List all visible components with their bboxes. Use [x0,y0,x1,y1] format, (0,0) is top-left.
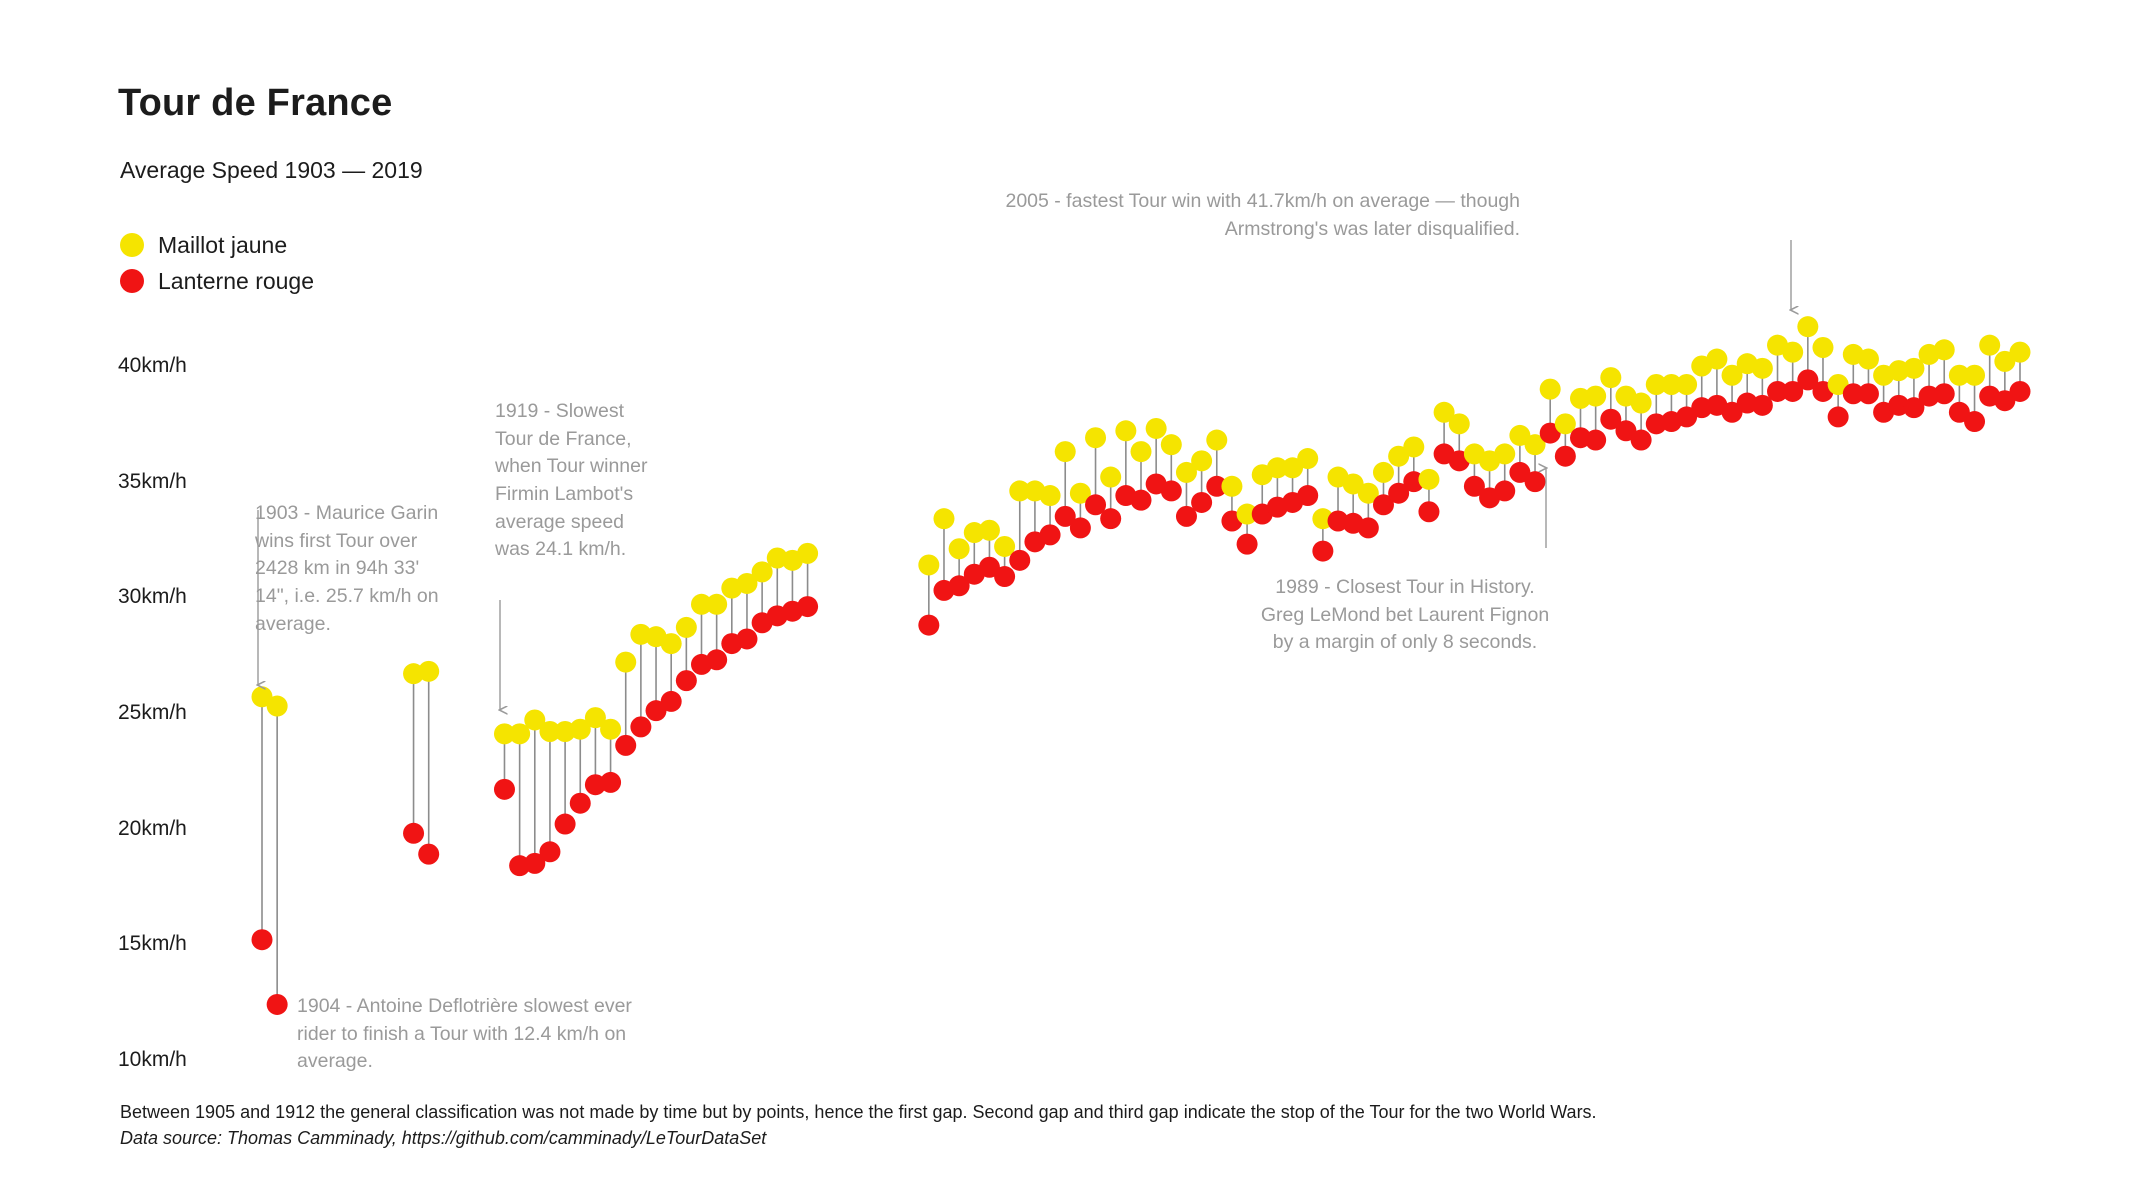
maillot-jaune-point[interactable] [1858,349,1879,370]
maillot-jaune-point[interactable] [1206,430,1227,451]
legend-label: Lanterne rouge [158,267,315,294]
lanterne-rouge-point[interactable] [615,735,636,756]
y-tick-label: 10km/h [118,1048,187,1071]
maillot-jaune-point[interactable] [949,538,970,559]
lanterne-rouge-point[interactable] [1858,383,1879,404]
lanterne-rouge-point[interactable] [1131,490,1152,511]
lanterne-rouge-point[interactable] [252,929,273,950]
maillot-jaune-point[interactable] [1449,413,1470,434]
lanterne-rouge-point[interactable] [403,823,424,844]
lanterne-rouge-point[interactable] [1358,517,1379,538]
maillot-jaune-point[interactable] [1085,427,1106,448]
maillot-jaune-point[interactable] [918,554,939,575]
lanterne-rouge-point[interactable] [706,649,727,670]
maillot-jaune-point[interactable] [418,661,439,682]
maillot-jaune-point[interactable] [1055,441,1076,462]
maillot-jaune-point[interactable] [600,719,621,740]
ann-1904: 1904 - Antoine Deflotrière slowest ever rider to finish a Tour with 12.4 km/h on average. [297,995,632,1073]
lanterne-rouge-point[interactable] [1418,501,1439,522]
lanterne-rouge-point[interactable] [267,994,288,1015]
lanterne-rouge-point[interactable] [494,779,515,800]
maillot-jaune-point[interactable] [979,520,1000,541]
maillot-jaune-point[interactable] [1964,365,1985,386]
lanterne-rouge-point[interactable] [1161,480,1182,501]
ann-2005: 2005 - fastest Tour win with 41.7km/h on average — though Armstrong's was later disqualified. [1005,190,1520,240]
maillot-jaune-point[interactable] [267,696,288,717]
lanterne-rouge-point[interactable] [1934,383,1955,404]
lanterne-rouge-point[interactable] [1631,430,1652,451]
maillot-jaune-point[interactable] [1418,469,1439,490]
maillot-jaune-point[interactable] [1676,374,1697,395]
maillot-jaune-point[interactable] [1812,337,1833,358]
lanterne-rouge-point[interactable] [418,844,439,865]
maillot-jaune-point[interactable] [1752,358,1773,379]
maillot-jaune-point[interactable] [1585,386,1606,407]
maillot-jaune-point[interactable] [1161,434,1182,455]
y-tick-label: 40km/h [118,354,187,377]
lanterne-rouge-point[interactable] [918,615,939,636]
maillot-jaune-point[interactable] [1494,443,1515,464]
page-title: Tour de France [118,82,393,124]
lanterne-rouge-point[interactable] [676,670,697,691]
maillot-jaune-point[interactable] [933,508,954,529]
maillot-jaune-point[interactable] [1934,339,1955,360]
lanterne-rouge-point[interactable] [797,596,818,617]
lanterne-rouge-point[interactable] [1237,534,1258,555]
lanterne-rouge-point[interactable] [2010,381,2031,402]
footnote-note: Between 1905 and 1912 the general classification was not made by time but by points, hence the first gap. Second gap and third gap indicate the stop of the Tour for the two World Wars. [120,1102,1597,1122]
lanterne-rouge-point[interactable] [600,772,621,793]
lanterne-rouge-point[interactable] [1009,550,1030,571]
ann-1919: 1919 - Slowest Tour de France, when Tour winner Firmin Lambot's average speed was 24.1 km/h. [495,400,648,561]
y-tick-label: 15km/h [118,932,187,956]
maillot-jaune-point[interactable] [1146,418,1167,439]
lanterne-rouge-point[interactable] [1100,508,1121,529]
maillot-jaune-point[interactable] [1040,485,1061,506]
lanterne-rouge-point[interactable] [1525,471,1546,492]
maillot-jaune-point[interactable] [1706,349,1727,370]
lanterne-rouge-point[interactable] [555,814,576,835]
ann-1903: 1903 - Maurice Garin wins first Tour over 2428 km in 94h 33' 14", i.e. 25.7 km/h on average. [255,502,439,635]
maillot-jaune-point[interactable] [1191,450,1212,471]
lanterne-rouge-point[interactable] [1191,492,1212,513]
lanterne-rouge-point[interactable] [994,566,1015,587]
maillot-jaune-point[interactable] [2010,342,2031,363]
lanterne-rouge-point[interactable] [1494,480,1515,501]
lanterne-rouge-point[interactable] [1070,517,1091,538]
maillot-jaune-point[interactable] [676,617,697,638]
lanterne-rouge-point[interactable] [1964,411,1985,432]
lanterne-rouge-point[interactable] [1040,524,1061,545]
ann-1989: 1989 - Closest Tour in History. Greg LeMond bet Laurent Fignon by a margin of only 8 seconds. [1260,576,1550,654]
lanterne-rouge-point[interactable] [1312,541,1333,562]
maillot-jaune-point[interactable] [615,652,636,673]
lanterne-rouge-point[interactable] [570,793,591,814]
maillot-jaune-point[interactable] [797,543,818,564]
maillot-jaune-point[interactable] [706,594,727,615]
lanterne-rouge-point[interactable] [661,691,682,712]
lanterne-rouge-point[interactable] [736,628,757,649]
maillot-jaune-point[interactable] [1540,379,1561,400]
maillot-jaune-point[interactable] [1403,436,1424,457]
maillot-jaune-point[interactable] [1600,367,1621,388]
maillot-jaune-point[interactable] [1373,462,1394,483]
page-subtitle: Average Speed 1903 — 2019 [120,157,423,183]
lanterne-rouge-point[interactable] [1297,485,1318,506]
maillot-jaune-point[interactable] [1297,448,1318,469]
lanterne-rouge-point[interactable] [630,716,651,737]
lanterne-rouge-point[interactable] [1828,406,1849,427]
maillot-jaune-point[interactable] [1631,393,1652,414]
y-tick-label: 25km/h [118,701,187,724]
lanterne-rouge-point[interactable] [539,841,560,862]
lanterne-rouge-point[interactable] [1555,446,1576,467]
maillot-jaune-point[interactable] [661,633,682,654]
lanterne-rouge-point[interactable] [1585,430,1606,451]
maillot-jaune-point[interactable] [1979,335,2000,356]
legend-label: Maillot jaune [158,231,288,258]
maillot-jaune-point[interactable] [1100,467,1121,488]
y-tick-label: 35km/h [118,469,187,493]
y-tick-label: 30km/h [118,585,187,609]
footnote-source: Data source: Thomas Camminady, https://github.com/camminady/LeTourDataSet [120,1128,767,1148]
maillot-jaune-point[interactable] [1797,316,1818,337]
maillot-jaune-point[interactable] [1115,420,1136,441]
maillot-jaune-point[interactable] [1782,342,1803,363]
maillot-jaune-point[interactable] [1221,476,1242,497]
maillot-jaune-point[interactable] [1131,441,1152,462]
y-tick-label: 20km/h [118,816,187,840]
